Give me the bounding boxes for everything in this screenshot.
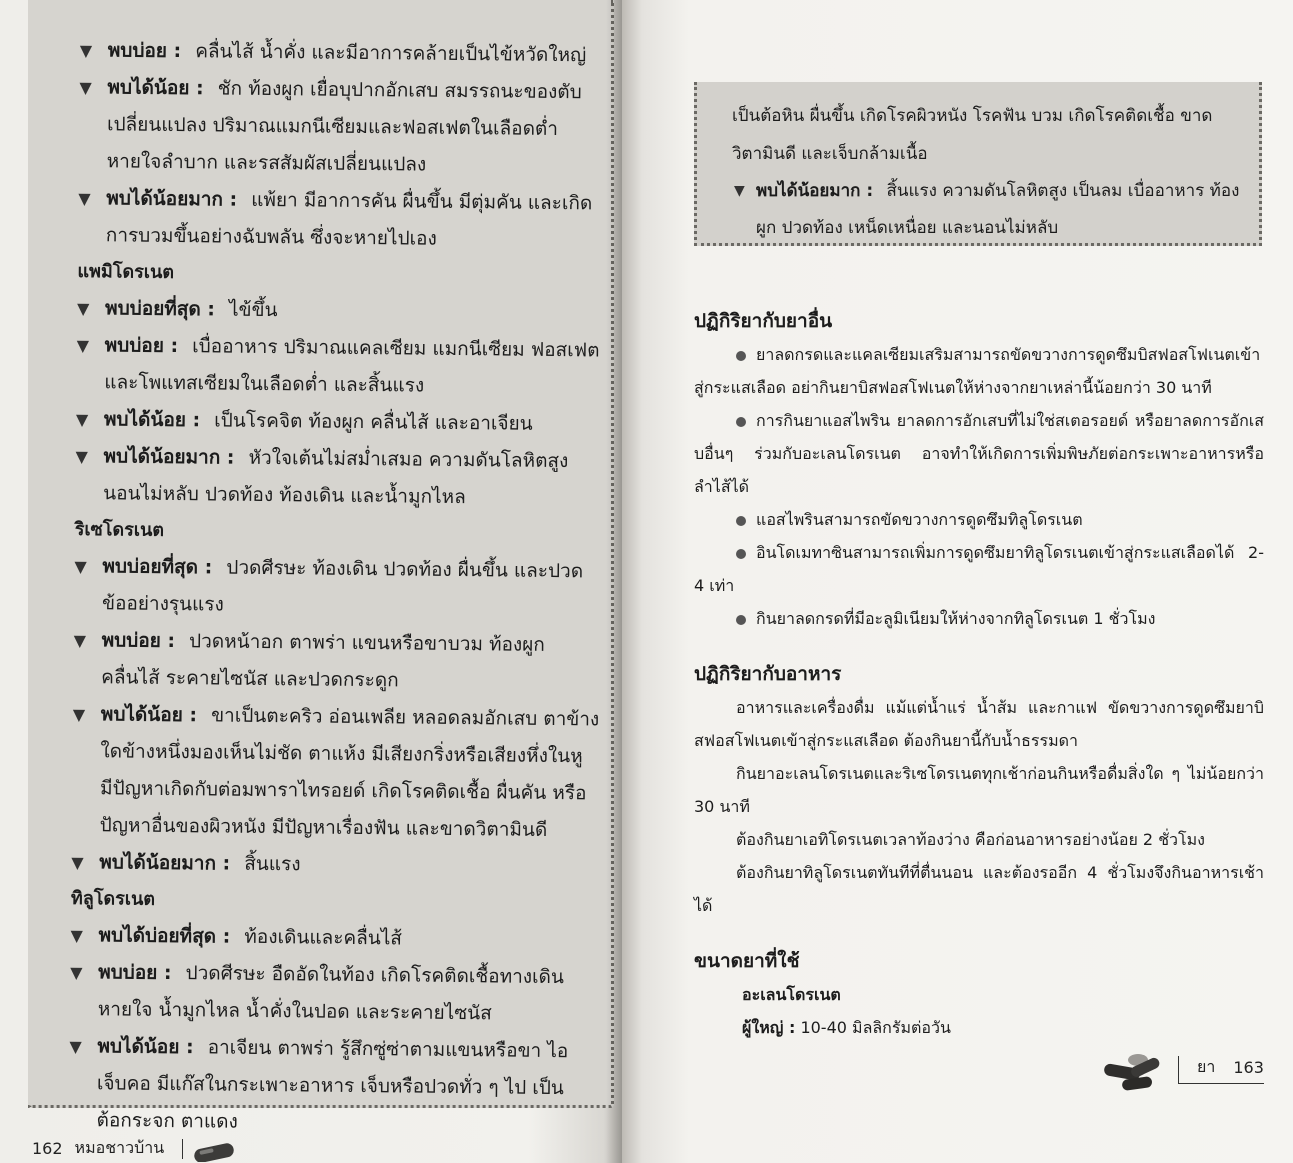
side-effect-entry [69, 696, 601, 850]
round-bullet-icon [736, 417, 746, 427]
entry-text: ขาเป็นตะคริว อ่อนเพลีย หลอดลมอักเสบ ตาข้างใดข้างหนึ่งมองเห็นไม่ชัด ตาแห้ง มีเสียงกริ่งหรือเสียงหึ่งในหู มีปัญหาเกิดกับต่อมพาราไทรอยด์ เกิดโรคติดเชื้อ ผื่นคัน หรือปัญหาอื่นของผิวหนัง มีปัญหาเรื่องฟัน และขาดวิตามินดี [99, 704, 600, 841]
drug-title-risedronate: ริเซโดรเนต [74, 518, 165, 541]
page-number: 163 [1233, 1058, 1264, 1077]
triangle-bullet-icon: ▼ [73, 630, 87, 651]
entry-label: พบได้น้อย : [103, 408, 201, 432]
side-effect-entry [75, 290, 605, 333]
food-paragraph: ต้องกินยาทิลูโดรเนตทันทีที่ตื่นนอน และต้องรออีก 4 ชั่วโมงจึงกินอาหารเช้าได้ [694, 863, 1264, 915]
entry-label: พบได้น้อยมาก : [103, 445, 235, 469]
section-heading-dosage: ขนาดยาที่ใช้ [694, 950, 800, 972]
left-page-content [66, 32, 608, 1144]
continuation-box-text [732, 97, 1252, 247]
entry-label: พบได้น้อยมาก : [99, 851, 231, 875]
book-title: หมอชาวบ้าน [74, 1138, 165, 1157]
round-bullet-icon [736, 549, 746, 559]
side-effect-entry [76, 180, 607, 260]
triangle-bullet-icon: ▼ [69, 1036, 82, 1057]
entry-text: เบื่ออาหาร ปริมาณแคลเซียม แมกนีเซียม ฟอสเฟต และโพแทสเซียมในเลือดต่ำ และสิ้นแรง [104, 335, 600, 397]
entry-text: ไข้ขึ้น [228, 298, 278, 322]
page-number: 162 [32, 1139, 63, 1158]
food-paragraph: อาหารและเครื่องดื่ม แม้แต่น้ำแร่ น้ำส้ม และกาแฟ ขัดขวางการดูดซึมยาบิสฟอสโฟเนตเข้าสู่กระแสเลือด ต้องกินยานี้กับน้ำธรรมดา [694, 698, 1264, 750]
triangle-bullet-icon: ▼ [74, 556, 87, 577]
triangle-bullet-icon: ▼ [70, 925, 83, 946]
entry-text: หัวใจเต้นไม่สม่ำเสมอ ความดันโลหิตสูง นอนไม่หลับ ปวดท้อง ท้องเดิน และน้ำมูกไหล [103, 446, 569, 509]
round-bullet-icon [736, 516, 746, 526]
entry-label: พบบ่อยที่สุด : [104, 297, 216, 321]
dosage-adult [742, 1011, 1264, 1044]
entry-label: พบบ่อย : [104, 334, 179, 358]
triangle-bullet-icon: ▼ [79, 78, 92, 98]
triangle-bullet-icon: ▼ [734, 183, 745, 199]
interaction-bullet: การกินยาแอสไพริน ยาลดการอักเสบที่ไม่ใช่สเตอรอยด์ หรือยาลดการอักเสบอื่นๆ ร่วมกับอะเลนโดรเนต อาจทำให้เกิดการเพิ่มพิษภัยต่อกระเพาะอาหารหรือลำไส้ได้ [694, 411, 1264, 496]
side-effect-entry [68, 917, 598, 960]
side-effect-entry [66, 1028, 597, 1145]
interaction-bullet: แอสไพรินสามารถขัดขวางการดูดซึมทิลูโดรเนต [694, 503, 1264, 536]
round-bullet-icon [736, 615, 746, 625]
food-paragraph: กินยาอะเลนโดรเนตและริเซโดรเนตทุกเช้าก่อนกินหรือดื่มสิ่งใด ๆ ไม่น้อยกว่า 30 นาที [694, 764, 1264, 816]
triangle-bullet-icon: ▼ [75, 410, 89, 430]
dosage-adult-label: ผู้ใหญ่ : [742, 1018, 796, 1037]
dosage-adult-value: 10-40 มิลลิกรัมต่อวัน [800, 1018, 951, 1037]
entry-text: คลื่นไส้ น้ำคั่ง และมีอาการคล้ายเป็นไข้หวัดใหญ่ [195, 40, 587, 67]
triangle-bullet-icon: ▼ [70, 962, 83, 983]
triangle-bullet-icon: ▼ [77, 299, 90, 319]
entry-text: สิ้นแรง [244, 852, 301, 876]
round-bullet-icon [736, 351, 746, 361]
triangle-bullet-icon: ▼ [79, 41, 93, 61]
entry-label: พบบ่อย : [101, 629, 176, 653]
left-page-footer [32, 1136, 183, 1161]
entry-text: ปวดศีรษะ อืดอัดในท้อง เกิดโรคติดเชื้อทางเดินหายใจ น้ำมูกไหล น้ำคั่งในปอด และระคายไซนัส [97, 962, 565, 1025]
pill-icon [190, 1140, 240, 1162]
side-effect-entry [68, 954, 599, 1034]
entry-label: พบบ่อยที่สุด : [102, 555, 213, 579]
entry-label: พบได้น้อยมาก : [756, 181, 874, 201]
entry-label: พบได้น้อย : [100, 703, 198, 727]
drug-title-pamidronate: แพมิโดรเนต [77, 261, 175, 284]
entry-text: เป็นโรคจิต ท้องผูก คลื่นไส้ และอาเจียน [214, 409, 533, 435]
entry-label: พบได้น้อย : [97, 1035, 194, 1059]
entry-text: ปวดหน้าอก ตาพร่า แขนหรือขาบวม ท้องผูก คลื่นไส้ ระคายไซนัส และปวดกระดูก [101, 630, 546, 692]
continuation-text: เป็นต้อหิน ผื่นขึ้น เกิดโรคผิวหนัง โรคฟัน บวม เกิดโรคติดเชื้อ ขาดวิตามินดี และเจ็บกล้ามเนื้อ [732, 106, 1213, 164]
right-page-content [694, 296, 1264, 1044]
dosage-drug-name: อะเลนโดรเนต [742, 985, 841, 1004]
side-effect-entry [72, 548, 603, 628]
entry-text: ชัก ท้องผูก เยื่อบุปากอักเสบ สมรรถนะของตับเปลี่ยนแปลง ปริมาณแมกนีเซียมและฟอสเฟตในเลือดต่ำ หายใจลำบาก และรสสัมผัสเปลี่ยนแปลง [106, 77, 582, 176]
entry-text: ปวดศีรษะ ท้องเดิน ปวดท้อง ผื่นขึ้น และปวดข้ออย่างรุนแรง [101, 556, 584, 616]
side-effect-entry [732, 173, 1252, 247]
right-page-footer [1178, 1056, 1264, 1084]
pill-icon [1100, 1052, 1170, 1096]
section-heading-drug-interactions: ปฏิกิริยากับยาอื่น [694, 310, 833, 332]
side-effect-entry [76, 69, 607, 186]
entry-text: แพ้ยา มีอาการคัน ผื่นขึ้น มีตุ่มคัน และเกิดการบวมขึ้นอย่างฉับพลัน ซึ่งจะหายไปเอง [105, 188, 593, 250]
side-effect-entry [74, 327, 605, 407]
triangle-bullet-icon: ▼ [78, 189, 91, 209]
side-effect-entry [74, 401, 604, 444]
entry-text: ท้องเดินและคลื่นไส้ [244, 925, 403, 950]
drug-title-tiludronate: ทิลูโดรเนต [70, 887, 156, 910]
section-heading-food-interactions: ปฏิกิริยากับอาหาร [694, 663, 842, 685]
side-effect-entry [71, 622, 602, 702]
entry-label: พบได้บ่อยที่สุด : [98, 924, 231, 948]
triangle-bullet-icon: ▼ [71, 852, 84, 873]
entry-label: พบบ่อย : [98, 961, 172, 985]
side-effect-entry [69, 844, 599, 887]
section-name: ยา [1197, 1057, 1216, 1076]
triangle-bullet-icon: ▼ [76, 336, 90, 356]
entry-label: พบบ่อย : [107, 39, 182, 63]
interaction-bullet: ยาลดกรดและแคลเซียมเสริมสามารถขัดขวางการดูดซึมบิสฟอสโฟเนตเข้าสู่กระแสเลือด อย่ากินยาบิสฟอสโฟเนตให้ห่างจากยาเหล่านี้น้อยกว่า 30 นาที [694, 345, 1261, 397]
entry-text: สิ้นแรง ความดันโลหิตสูง เป็นลม เบื่ออาหาร ท้องผูก ปวดท้อง เหน็ดเหนื่อย และนอนไม่หลับ [756, 181, 1240, 238]
entry-label: พบได้น้อย : [107, 76, 204, 100]
entry-text: อาเจียน ตาพร่า รู้สึกซู่ซ่าตามแขนหรือขา ไอ เจ็บคอ มีแก๊สในกระเพาะอาหาร เจ็บหรือปวดทั่ว ๆ ไป เป็นต้อกระจก ตาแดง [96, 1036, 569, 1133]
left-page [0, 0, 622, 1163]
entry-label: พบได้น้อยมาก : [106, 187, 238, 211]
triangle-bullet-icon: ▼ [75, 446, 88, 467]
footer-divider [182, 1139, 183, 1159]
food-paragraph: ต้องกินยาเอทิโดรเนตเวลาท้องว่าง คือก่อนอาหารอย่างน้อย 2 ชั่วโมง [736, 830, 1205, 849]
triangle-bullet-icon: ▼ [72, 704, 86, 725]
side-effect-entry [73, 438, 604, 518]
interaction-bullet: อินโดเมทาซินสามารถเพิ่มการดูดซึมยาทิลูโดรเนตเข้าสู่กระแสเลือดได้ 2-4 เท่า [694, 543, 1264, 595]
side-effect-entry [78, 32, 608, 75]
right-page [622, 0, 1293, 1163]
interaction-bullet: กินยาลดกรดที่มีอะลูมิเนียมให้ห่างจากทิลูโดรเนต 1 ชั่วโมง [694, 602, 1264, 635]
entries-top [76, 32, 608, 260]
